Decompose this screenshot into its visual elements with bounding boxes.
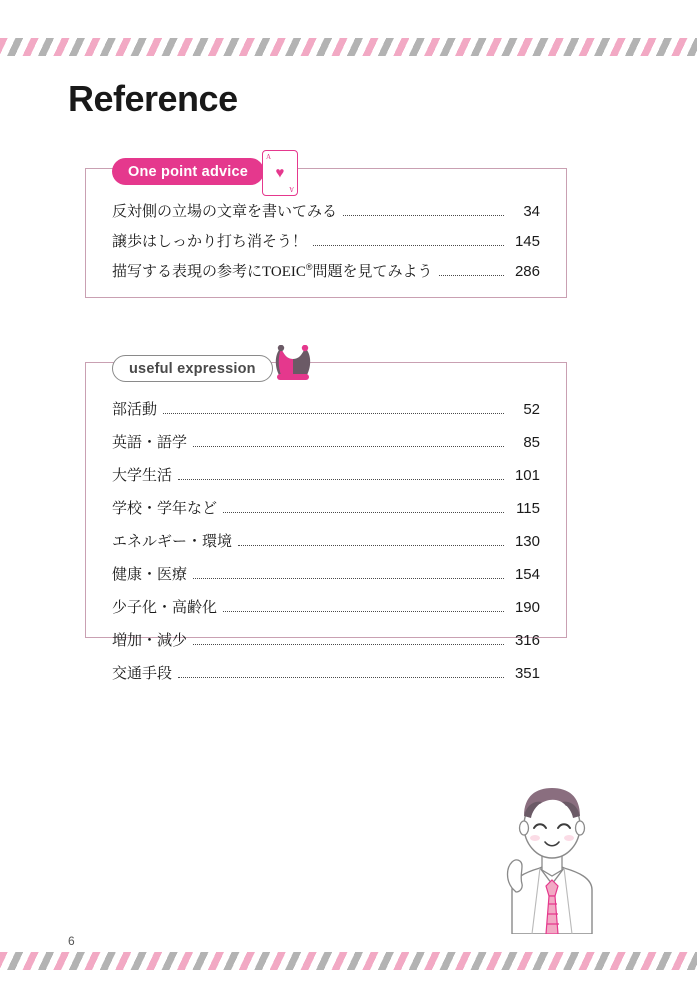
list-item-label: 健康・医療 bbox=[112, 566, 188, 583]
list-item-page: 85 bbox=[523, 434, 540, 451]
list-item[interactable] bbox=[112, 398, 540, 419]
list-item-page: 316 bbox=[514, 632, 540, 649]
list-item[interactable] bbox=[112, 260, 540, 281]
list-item-label: エネルギー・環境 bbox=[112, 533, 233, 550]
list-item-label: 学校・学年など bbox=[112, 500, 218, 517]
list-item-label: 大学生活 bbox=[112, 467, 173, 484]
list-item-label-post: 問題を見てみよう bbox=[312, 263, 433, 280]
leader-dots bbox=[178, 479, 504, 480]
section-tab-useful-expression bbox=[112, 355, 273, 382]
leader-dots bbox=[343, 215, 504, 216]
list-item[interactable] bbox=[112, 596, 540, 617]
list-item-page: 52 bbox=[523, 401, 540, 418]
heart-icon: ♥ bbox=[275, 164, 285, 182]
list-item[interactable] bbox=[112, 662, 540, 683]
list-item[interactable] bbox=[112, 530, 540, 551]
list-item-label: 少子化・高齢化 bbox=[112, 599, 218, 616]
leader-dots bbox=[223, 512, 504, 513]
list-item-label-pre: 描写する表現の参考に bbox=[112, 263, 263, 280]
toeic-brand: TOEIC bbox=[262, 264, 306, 280]
list-item-page: 34 bbox=[523, 203, 540, 220]
bottom-stripe-decoration bbox=[0, 952, 697, 970]
list-item-label: 交通手段 bbox=[112, 665, 173, 682]
ace-of-hearts-card-icon bbox=[262, 150, 298, 196]
jester-hat-icon bbox=[272, 345, 314, 385]
leader-dots bbox=[439, 275, 504, 276]
list-item-page: 286 bbox=[514, 263, 540, 280]
list-item-label: 増加・減少 bbox=[112, 632, 188, 649]
list-item-page: 145 bbox=[514, 233, 540, 250]
list-item-label: 英語・語学 bbox=[112, 434, 188, 451]
one-point-advice-list bbox=[112, 200, 540, 290]
leader-dots bbox=[178, 677, 504, 678]
leader-dots bbox=[193, 446, 504, 447]
useful-expression-list bbox=[112, 398, 540, 695]
page-number: 6 bbox=[68, 934, 75, 948]
list-item[interactable] bbox=[112, 431, 540, 452]
leader-dots bbox=[163, 413, 504, 414]
list-item-label: 譲歩はしっかり打ち消そう！ bbox=[112, 233, 308, 250]
list-item[interactable] bbox=[112, 230, 540, 251]
list-item[interactable] bbox=[112, 497, 540, 518]
leader-dots bbox=[193, 644, 504, 645]
card-rank-bottom: A bbox=[288, 185, 294, 193]
section-tab-label: useful expression bbox=[129, 360, 256, 377]
list-item[interactable] bbox=[112, 563, 540, 584]
registered-mark: ® bbox=[305, 262, 313, 272]
list-item-label bbox=[112, 260, 433, 281]
list-item-label: 部活動 bbox=[112, 401, 158, 418]
section-tab-one-point-advice bbox=[112, 158, 264, 185]
section-tab-label: One point advice bbox=[128, 163, 249, 180]
list-item[interactable] bbox=[112, 464, 540, 485]
smiling-student-boy-illustration bbox=[482, 768, 622, 934]
list-item-label: 反対側の立場の文章を書いてみる bbox=[112, 203, 338, 220]
list-item-page: 115 bbox=[516, 500, 540, 517]
list-item-page: 101 bbox=[514, 467, 540, 484]
page-title: Reference bbox=[68, 78, 238, 119]
list-item-page: 351 bbox=[514, 665, 540, 682]
list-item-page: 190 bbox=[514, 599, 540, 616]
leader-dots bbox=[223, 611, 504, 612]
list-item[interactable] bbox=[112, 629, 540, 650]
leader-dots bbox=[313, 245, 504, 246]
list-item-page: 130 bbox=[514, 533, 540, 550]
list-item-page: 154 bbox=[514, 566, 540, 583]
leader-dots bbox=[238, 545, 504, 546]
top-stripe-decoration bbox=[0, 38, 697, 56]
list-item[interactable] bbox=[112, 200, 540, 221]
leader-dots bbox=[193, 578, 504, 579]
card-rank-top: A bbox=[266, 153, 272, 161]
